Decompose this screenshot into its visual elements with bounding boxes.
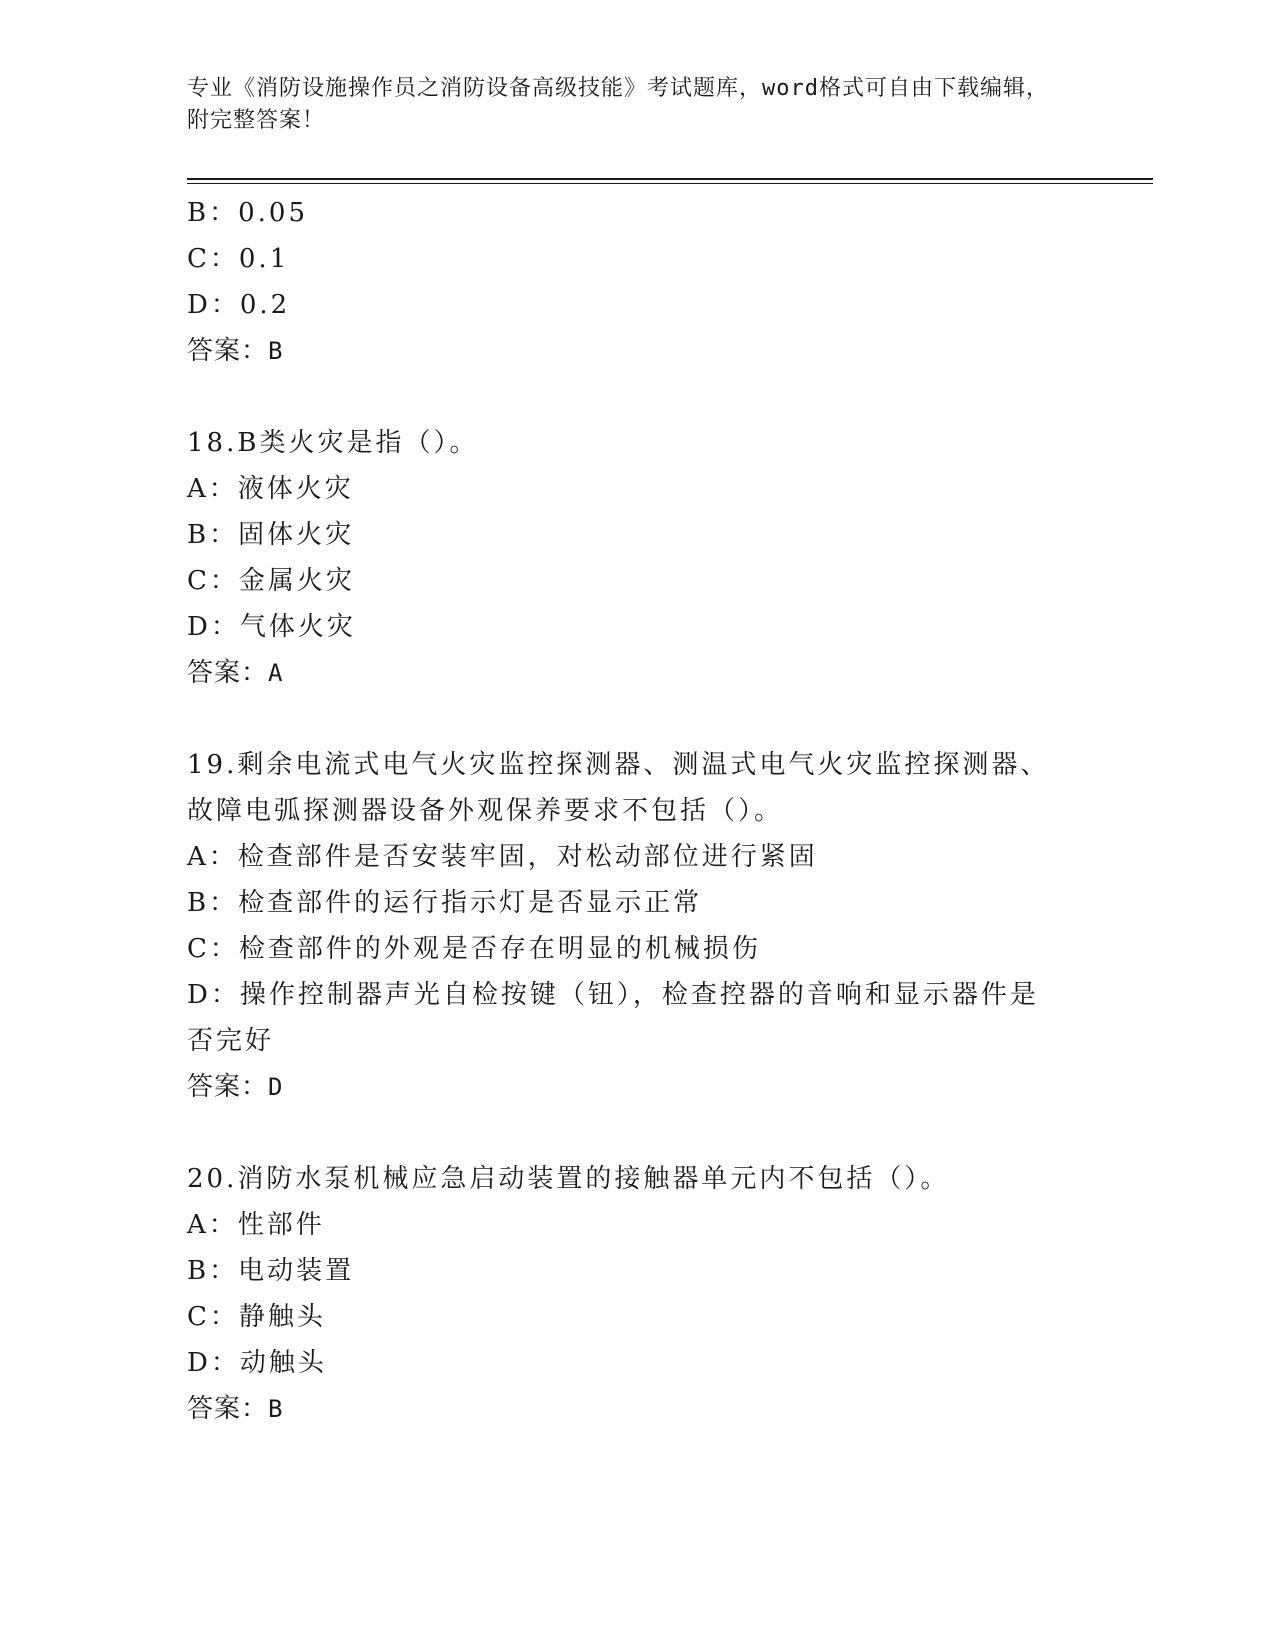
answer-value: B xyxy=(268,337,284,365)
answer-value: D xyxy=(268,1073,284,1101)
option-b: B：检查部件的运行指示灯是否显示正常 xyxy=(187,888,703,918)
option-c: C：0.1 xyxy=(187,244,290,274)
answer-label: 答案： xyxy=(187,1394,269,1424)
question-19 xyxy=(187,742,1087,1110)
answer-line xyxy=(187,650,1087,696)
question-stem: 18.B类火灾是指（）。 xyxy=(187,428,479,458)
question-stem: 20.消防水泵机械应急启动装置的接触器单元内不包括（）。 xyxy=(187,1164,950,1194)
answer-label: 答案： xyxy=(187,336,269,366)
question-18 xyxy=(187,420,1087,696)
option-c: C：金属火灾 xyxy=(187,566,355,596)
question-20 xyxy=(187,1156,1087,1432)
option-b: B：电动装置 xyxy=(187,1256,355,1286)
option-a: A：检查部件是否安装牢固，对松动部位进行紧固 xyxy=(187,842,818,872)
answer-line xyxy=(187,1386,1087,1432)
document-header: 专业《消防设施操作员之消防设备高级技能》考试题库，word格式可自由下载编辑，附完整答案！ xyxy=(187,76,1049,133)
question-list xyxy=(187,190,1087,1478)
option-a: A：性部件 xyxy=(187,1210,325,1240)
header-divider-thick xyxy=(187,178,1153,180)
option-d: D：动触头 xyxy=(187,1348,327,1378)
option-d: D：气体火灾 xyxy=(187,612,356,642)
answer-label: 答案： xyxy=(187,1072,269,1102)
option-d: D：0.2 xyxy=(187,290,291,320)
answer-value: A xyxy=(268,659,284,687)
answer-label: 答案： xyxy=(187,658,269,688)
question-stem: 19.剩余电流式电气火灾监控探测器、测温式电气火灾监控探测器、故障电弧探测器设备外观保养要求不包括（）。 xyxy=(187,750,1050,826)
answer-line xyxy=(187,1064,1087,1110)
option-d: D：操作控制器声光自检按键（钮），检查控器的音响和显示器件是否完好 xyxy=(187,980,1039,1056)
option-b: B：固体火灾 xyxy=(187,520,355,550)
option-c: C：静触头 xyxy=(187,1302,326,1332)
option-c: C：检查部件的外观是否存在明显的机械损伤 xyxy=(187,934,761,964)
question-17-continued xyxy=(187,190,1087,374)
answer-line xyxy=(187,328,1087,374)
option-a: A：液体火灾 xyxy=(187,474,354,504)
answer-value: B xyxy=(268,1395,284,1423)
option-b: B：0.05 xyxy=(187,198,308,228)
header-divider-thin xyxy=(187,183,1153,184)
